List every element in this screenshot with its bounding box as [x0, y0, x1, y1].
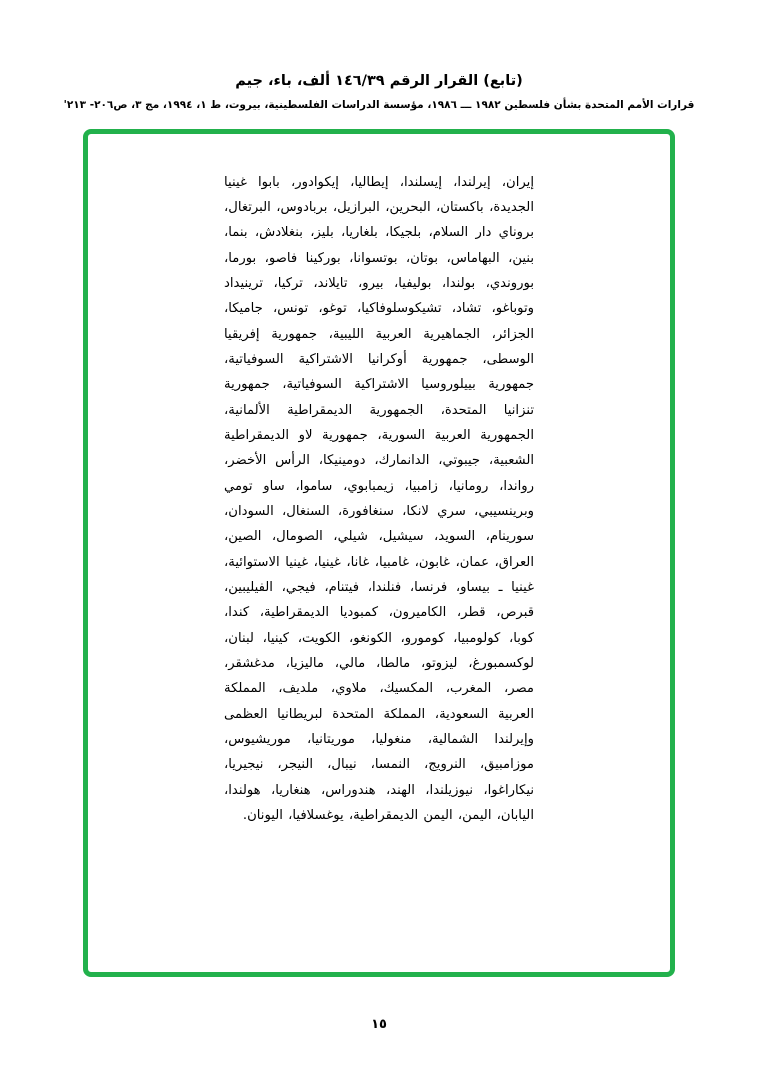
country-list-paragraph: إيران، إيرلندا، إيسلندا، إيطاليا، إيكوادور، بابوا غينيا الجديدة، باكستان، البحرين، البرازيل، بربادوس، البرتغال، بروناي دار السلام، بلجيكا، بلغاريا، بليز، بنغلادش، بنما، بنين، البهاماس، بوتان، بوتسوانا، بوركينا فاصو، بورما، بوروندي، بولندا، بوليفيا، بيرو، تايلاند، تركيا، ترينيداد وتوباغو، تشاد، تشيكوسلوفاكيا، توغو، تونس، جامیکا، الجزائر، الجماهيرية العربية الليبية، جمهورية إفريقيا الوسطى، جمهورية أوكرانيا الاشتراكية السوفياتية، جمهورية بييلوروسيا الاشتراكية السوفياتية، جمهورية تنزانيا المتحدة، الجمهورية الديمقراطية الألمانية، الجمهورية العربية السورية، جمهورية لاو الديمقراطية الشعبية، جيبوتي، الدانمارك، دومينيكا، الرأس الأخضر، رواندا، رومانيا، زامبيا، زيمبابوي، ساموا، ساو تومي وبرينسيبي، سري لانكا، سنغافورة، السنغال، السودان، سورينام، السويد، سيشيل، شيلي، الصومال، الصين، العراق، عمان، غابون، غامبيا، غانا، غينيا، غينيا الاستوائية، غينيا ـ بيساو، فرنسا، فنلندا، فيتنام، فيجي، الفيليبين، قبرص، قطر، الكاميرون، كمبوديا الديمقراطية، كندا، كوبا، كولومبيا، كومورو، الكونغو، الكويت، كينيا، لبنان، لوكسمبورغ، ليزوتو، مالطا، مالي، ماليزيا، مدغشقر، مصر، المغرب، المكسيك، ملاوي، ملديف، المملكة العربية السعودية، المملكة المتحدة لبريطانيا العظمى وإيرلندا الشمالية، منغوليا، موريتانيا، موريشيوس، موزامبيق، النرويج، النمسا، نيبال، النيجر، نيجيريا، نيكاراغوا، نيوزيلندا، الهند، هندوراس، هنغاريا، هولندا، اليابان، اليمن، اليمن الديمقراطية، يوغسلافيا، اليونان.	[224, 174, 534, 824]
content-frame-inner	[88, 134, 670, 972]
page-header	[39, 72, 719, 113]
page-title: (تابع) القرار الرقم ١٤٦/٣٩ ألف، باء، جيم	[235, 73, 523, 89]
page-source-citation: قرارات الأمم المتحدة بشأن فلسطين ١٩٨٢ ـــ ١٩٨٦، مؤسسة الدراسات الفلسطينية، بيروت، ط ١، ١٩٩٤، مج ٣، ص٢٠٦- ٢١٣'	[63, 98, 695, 111]
green-content-frame	[83, 129, 675, 977]
page-number: ١٥	[371, 1017, 387, 1032]
